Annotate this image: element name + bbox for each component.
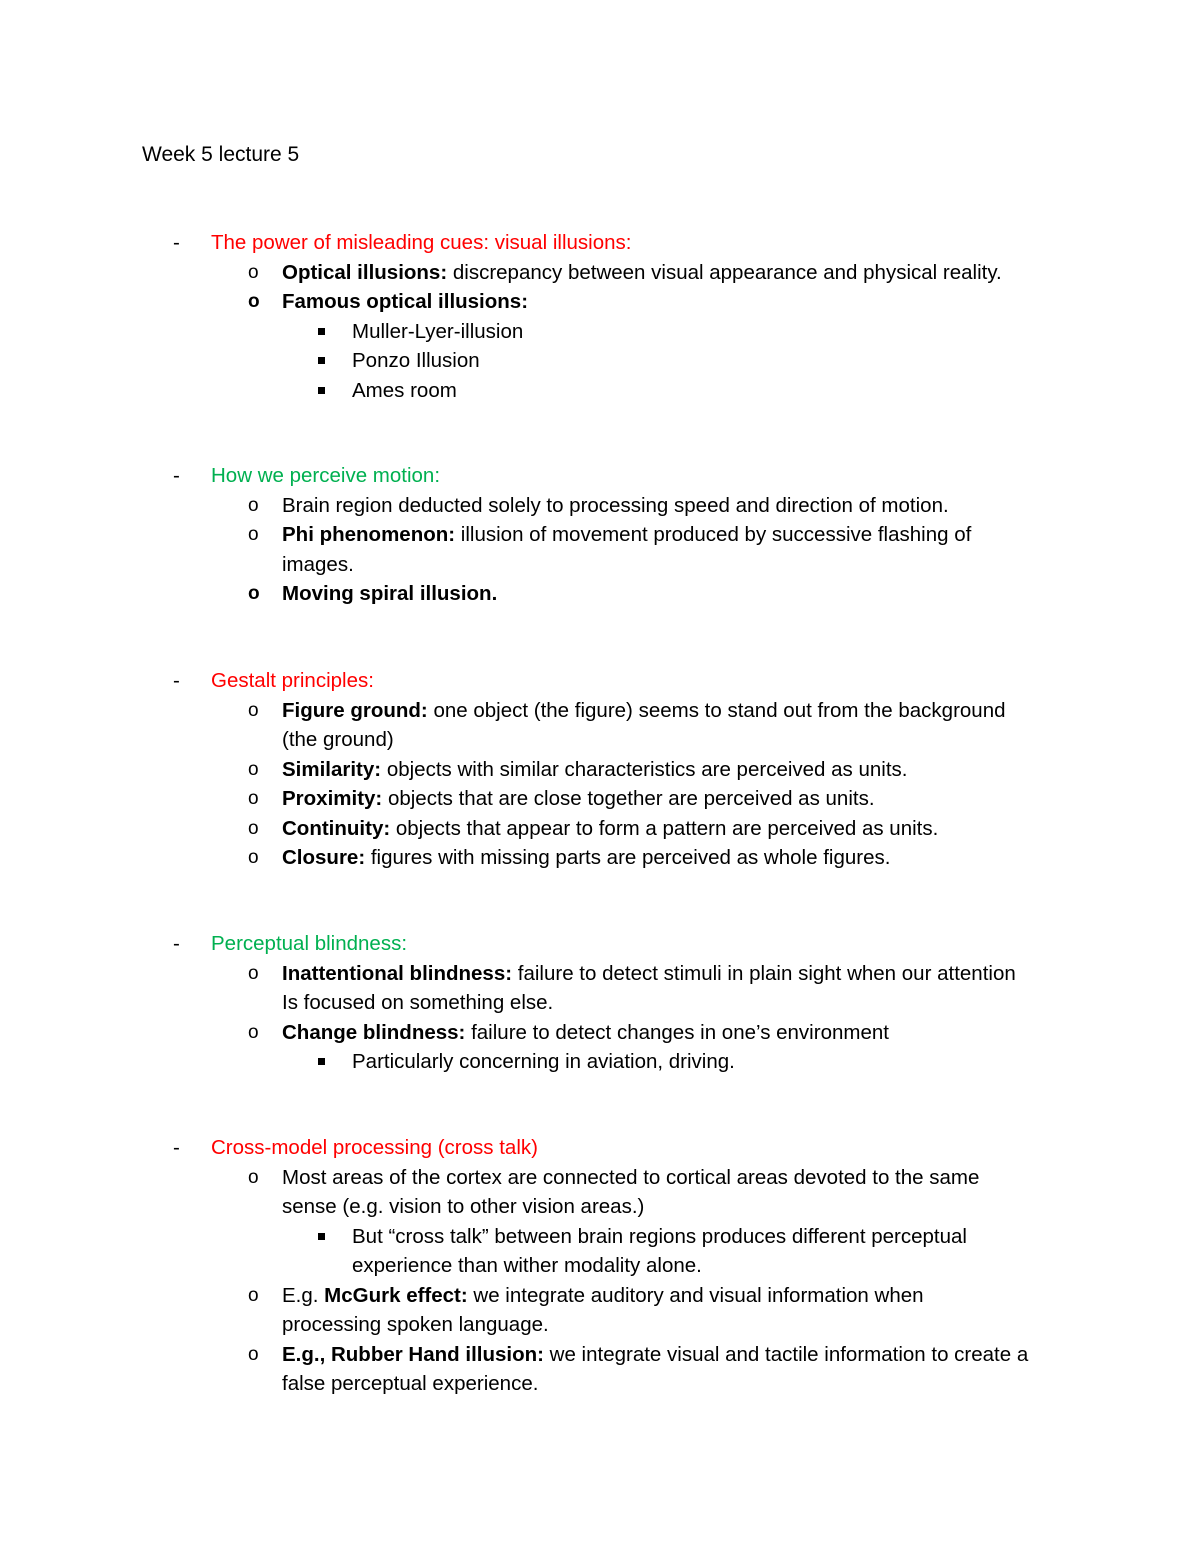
section-perceptual-blindness: - Perceptual blindness: o Inattentional blindness: failure to detect stimuli in plain sight when our attention Is focused on something else. o Change blindness: failure to detect changes in one’s environment Particularly concerning in aviation, driving. (0, 929, 1200, 1077)
list-item: o Most areas of the cortex are connected to cortical areas devoted to the same (248, 1165, 980, 1189)
section-motion: - How we perceive motion: o Brain region deducted solely to processing speed and direction of motion. o Phi phenomenon: illusion of movement produced by successive flashing of images. o Moving spiral illusion. (0, 461, 1200, 609)
section-heading: The power of misleading cues: visual illusions: (211, 231, 632, 254)
sub-list-item: Particularly concerning in aviation, driving. (0, 1047, 1200, 1077)
sub-list-item-continuation: experience than wither modality alone. (352, 1254, 702, 1277)
list-item: o Phi phenomenon: illusion of movement produced by successive flashing of (248, 523, 972, 546)
list-item: o Brain region deducted solely to processing speed and direction of motion. (248, 493, 949, 517)
list-item: o Proximity: objects that are close together are perceived as units. (248, 787, 875, 810)
list-item: o Similarity: objects with similar characteristics are perceived as units. (248, 757, 908, 781)
list-item-continuation: Is focused on something else. (282, 991, 554, 1014)
section-heading: Perceptual blindness: (211, 932, 408, 955)
section-cross-model: - Cross-model processing (cross talk) o Most areas of the cortex are connected to cortical areas devoted to the same sense (e.g. vision to other vision areas.) But “cross talk” between brain regions produces different perceptual experience than wither modality alone. o E.g. McGurk effect: we integrate auditory and visual information when processing spoken language. o E.g., Rubber Hand illusion: we integrate visual and tactile information to create a false perceptual experience. (0, 1133, 1200, 1399)
list-item: o Optical illusions: discrepancy between visual appearance and physical reality. (248, 260, 1002, 284)
list-item: o Inattentional blindness: failure to detect stimuli in plain sight when our attention (248, 961, 1016, 985)
list-item: o Famous optical illusions: (248, 290, 529, 313)
list-item: o Change blindness: failure to detect changes in one’s environment (248, 1020, 889, 1044)
section-visual-illusions: - The power of misleading cues: visual illusions: o Optical illusions: discrepancy between visual appearance and physical reality. o Famous optical illusions: Muller-Lyer-illusion Ponzo Illusion Ames room (0, 228, 1200, 405)
list-item: o Continuity: objects that appear to form a pattern are perceived as units. (248, 816, 939, 840)
list-item: o Figure ground: one object (the figure) seems to stand out from the background (248, 698, 1006, 722)
section-gestalt: - Gestalt principles: o Figure ground: one object (the figure) seems to stand out from the background (the ground) o Similarity: objects with similar characteristics are perceived as units. o Proximity: objects that are close together are perceived as units. o Continuity: objects that appear to form a pattern are perceived as units. o Closure: figures with missing parts are perceived as whole figures. (0, 666, 1200, 873)
list-item-continuation: (the ground) (282, 728, 394, 751)
list-item: o E.g. McGurk effect: we integrate auditory and visual information when (248, 1283, 924, 1307)
list-item: o E.g., Rubber Hand illusion: we integrate visual and tactile information to create a (248, 1342, 1029, 1366)
list-item: o Moving spiral illusion. (248, 582, 498, 605)
list-item: o Closure: figures with missing parts are perceived as whole figures. (248, 846, 891, 869)
list-item-continuation: images. (282, 552, 354, 576)
sub-list-item: Ames room (0, 376, 1200, 406)
section-heading: How we perceive motion: (211, 464, 441, 487)
list-item-continuation: sense (e.g. vision to other vision areas.) (282, 1195, 645, 1218)
sub-list-item: But “cross talk” between brain regions produces different perceptual (0, 1222, 1200, 1252)
list-item-continuation: false perceptual experience. (282, 1372, 539, 1395)
sub-list-item: Muller-Lyer-illusion (0, 317, 1200, 347)
document-title: Week 5 lecture 5 (142, 143, 300, 166)
section-heading: Gestalt principles: (211, 669, 374, 692)
list-item-continuation: processing spoken language. (282, 1313, 549, 1336)
sub-list-item: Ponzo Illusion (0, 346, 1200, 376)
section-heading: Cross-model processing (cross talk) (211, 1136, 538, 1159)
